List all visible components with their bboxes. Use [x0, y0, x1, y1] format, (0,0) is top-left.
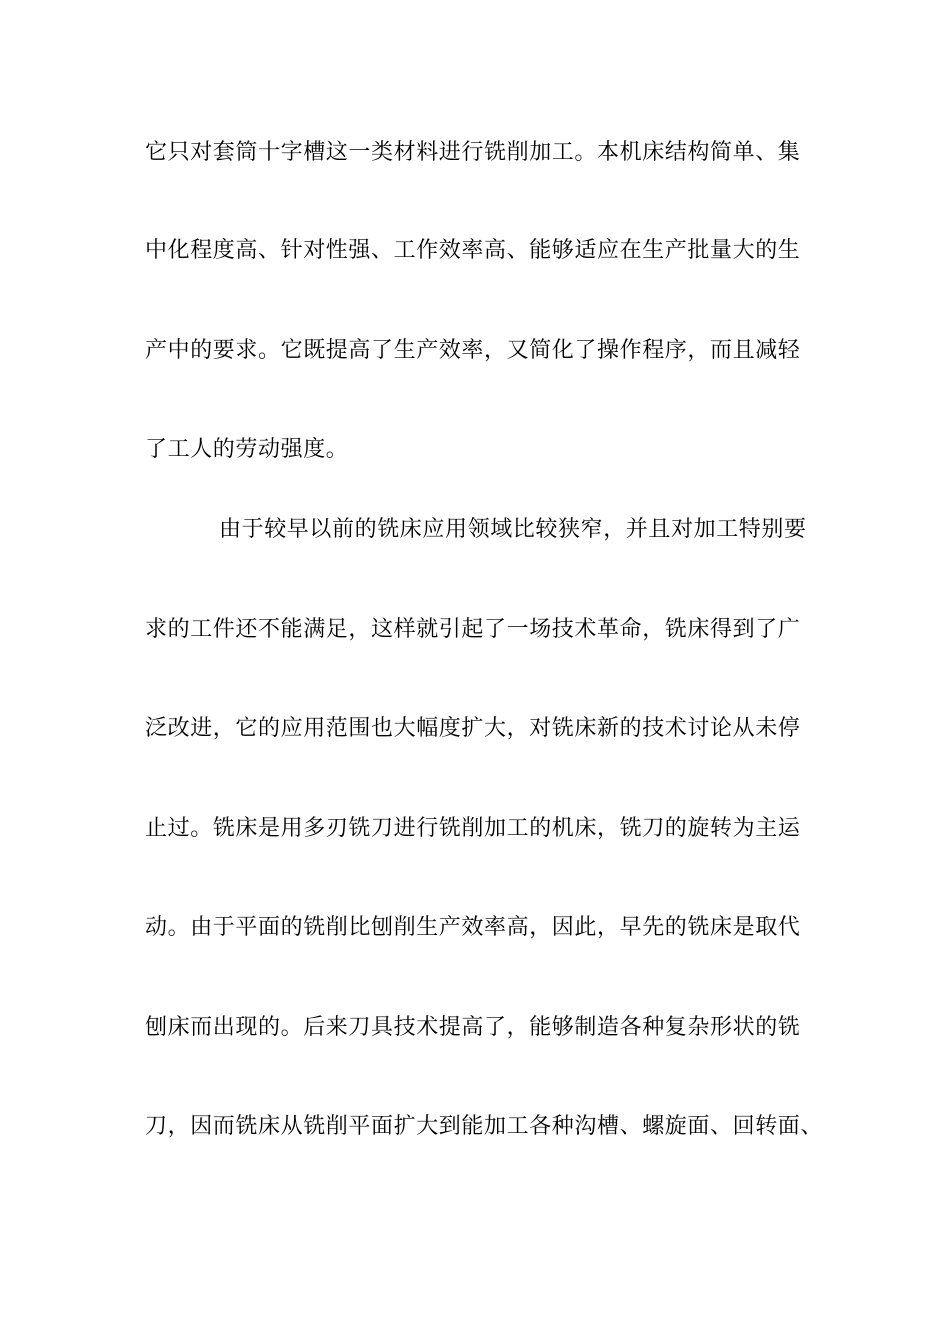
text-line: 刨床而出现的。后来刀具技术提高了，能够制造各种复杂形状的铣 [145, 1015, 801, 1040]
text-line: 它只对套筒十字槽这一类材料进行铣削加工。本机床结构简单、集 [145, 140, 801, 165]
text-line: 了工人的劳动强度。 [145, 437, 349, 462]
text-line: 刀，因而铣床从铣削平面扩大到能加工各种沟槽、螺旋面、回转面、 [145, 1114, 824, 1139]
text-line: 求的工件还不能满足，这样就引起了一场技术革命，铣床得到了广 [145, 617, 801, 642]
text-line: 产中的要求。它既提高了生产效率，又简化了操作程序，而且减轻 [145, 338, 801, 363]
paragraph-first-line: 由于较早以前的铣床应用领域比较狭窄，并且对加工特别要 [219, 517, 807, 542]
text-line: 泛改进，它的应用范围也大幅度扩大，对铣床新的技术讨论从未停 [145, 716, 801, 741]
text-line: 止过。铣床是用多刃铣刀进行铣削加工的机床，铣刀的旋转为主运 [145, 816, 801, 841]
text-line: 动。由于平面的铣削比刨削生产效率高，因此，早先的铣床是取代 [145, 915, 801, 940]
text-line: 中化程度高、针对性强、工作效率高、能够适应在生产批量大的生 [145, 238, 801, 263]
